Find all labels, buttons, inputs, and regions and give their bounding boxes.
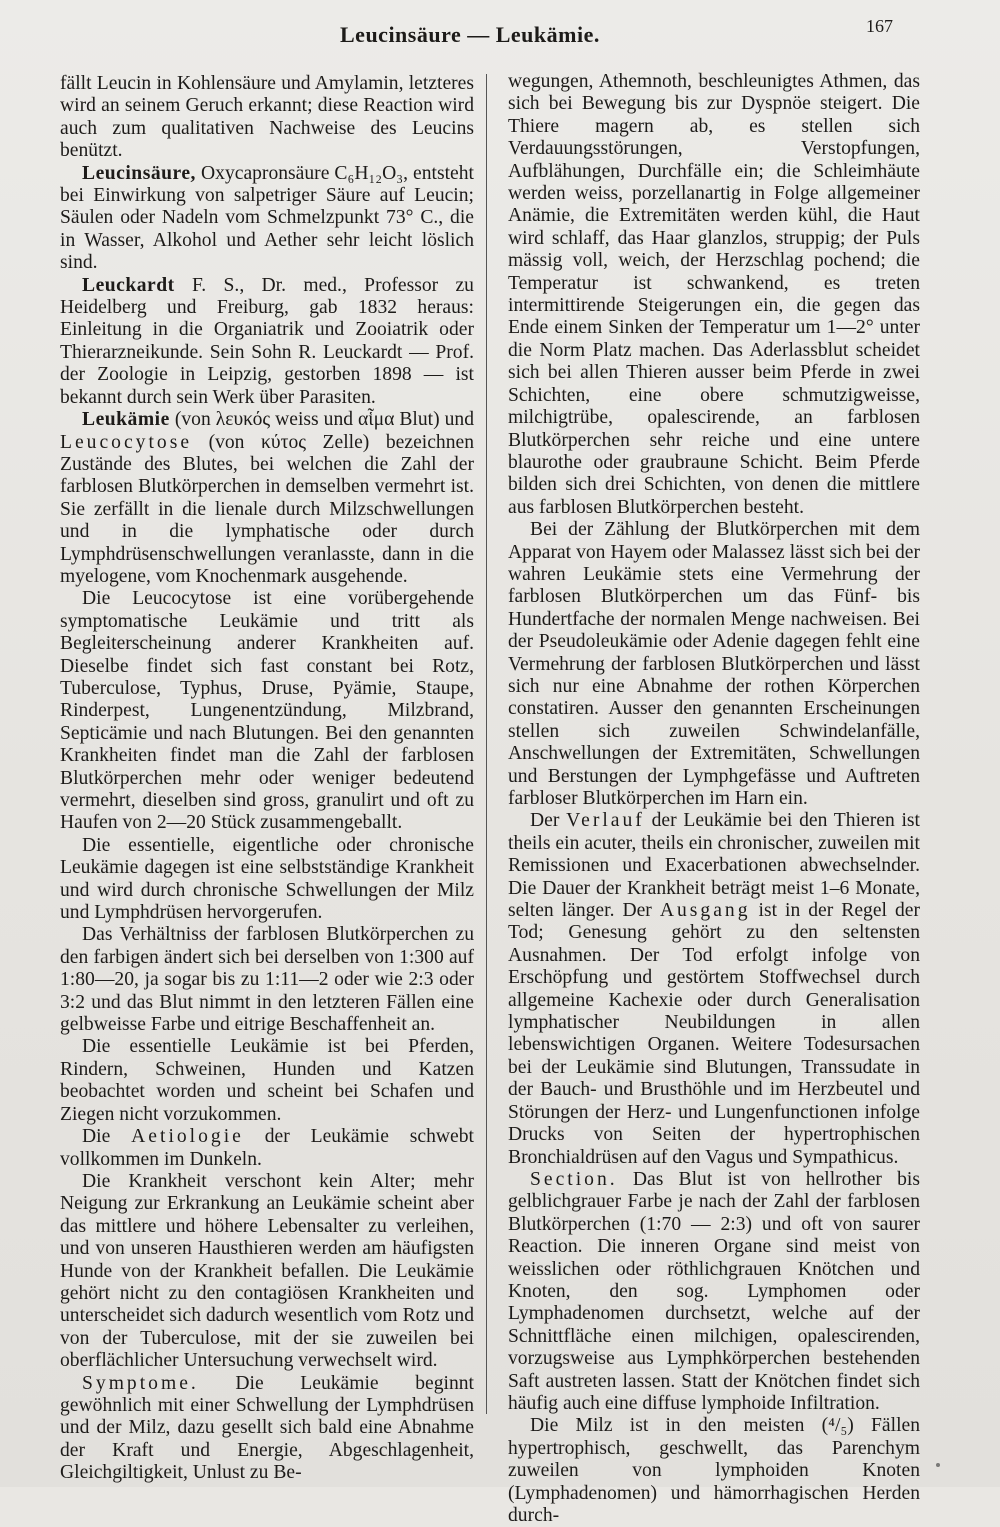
section-term: Aetiologie xyxy=(131,1126,244,1148)
paragraph: Bei der Zählung der Blutkörperchen mit dem Apparat von Hayem oder Malassez lässt sich bei der wahren Leukämie stets eine Vermehrung der farblosen Blutkörperchen um das Fünf- bis Hundertfache der normalen Menge nachweisen. Bei der Pseudoleukämie oder Adenie dagegen fehlt eine Vermehrung der farblosen Blutkörperchen und lässt sich nur eine Abnahme der rothen Körperchen constatiren. Ausser den genannten Erscheinungen stellen sich zuweilen Schwindelanfälle, Anschwellungen der Extremitäten, Schwellungen und Berstungen der Lymphgefässe und Auftreten farbloser Blutkörperchen im Harn ein. xyxy=(508,519,920,809)
entry-text: (von λευκός weiss und αἷμα Blut) und xyxy=(174,409,474,431)
section-term: Verlauf xyxy=(566,810,645,832)
entry-text: F. S., Dr. med., Professor zu Heidelberg und Freiburg, gab 1832 heraus: Einleitung in die Organiatrik und Zooiatrik oder Thierarzneikunde. Sein Sohn R. Leuckardt — Prof. der Zoologie in Leipzig, gestorben 1898 — ist bekannt durch sein Werk über Parasiten. xyxy=(60,274,474,408)
entry-term: Leuckardt xyxy=(82,274,175,296)
paragraph-verlauf xyxy=(508,810,920,1169)
paragraph: wegungen, Athemnoth, beschleunigtes Athmen, das sich bei Bewegung bis zur Dyspnöe steigert. Die Thiere magern ab, es stellen sich Verdauungsstörungen, Verstopfungen, Aufblähungen, Durchfälle ein; die Schleimhäute werden weiss, porzellanartig in Folge allgemeiner Anämie, die Extremitäten werden kühl, die Haut wird schlaff, das Haar glanzlos, struppig; der Puls mässig voll, weich, der Herzschlag pochend; die Temperatur ist schwankend, es treten intermittirende Steigerungen ein, die gegen das Ende einem Sinken der Temperatur um 1—2° unter die Norm Platz machen. Das Aderlassblut scheidet sich bei allen Thieren ausser beim Pferde in zwei Schichten, eine obere schmutzigweisse, milchigtrübe, opalescirende, an farblosen Blutkörperchen sehr reiche und eine untere blaurothe oder graubraune Schicht. Beim Pferde bilden sich drei Schichten, von denen die mittlere aus farblosen Blutkörperchen besteht. xyxy=(508,71,920,518)
entry-leucinsaeure xyxy=(60,163,474,275)
paragraph: Das Verhältniss der farblosen Blutkörperchen zu den farbigen ändert sich bei derselben von 1:300 auf 1:80—20, ja sogar bis zu 1:11—2 oder wie 2:3 oder 3:2 und das Blut nimmt in den letzteren Fällen eine gelbweisse Farbe und eitrige Beschaffenheit an. xyxy=(60,924,474,1036)
paragraph-aetiologie xyxy=(60,1126,474,1171)
paragraph-symptome xyxy=(60,1373,474,1485)
entry-text: ist in der Regel der Tod; Genesung gehört zu den seltensten Ausnahmen. Der Tod erfolgt infolge von Erschöpfung und gestörtem Stoffwechsel durch allgemeine Kachexie oder durch Generalisation lymphatischer Neubildungen in allen lebenswichtigen Organen. Weitere Todesursachen bei der Leukämie sind Blutungen, Transsudate in der Bauch- und Brusthöhle und im Herzbeutel und Störungen der Herz- und Lungenfunctionen infolge Drucks von Seiten der hypertrophischen Bronchialdrüsen auf den Vagus und Sympathicus. xyxy=(508,900,920,1168)
entry-term: Leucinsäure, xyxy=(82,162,196,184)
entry-text: der Leukämie bei den Thieren ist theils ein acuter, theils ein chronischer, zuweilen mit Remissionen und Exacerbationen abwechselnder. Die Dauer der Krankheit beträgt meist 1–6 Monate, selten länger. Der xyxy=(508,810,920,922)
section-term: Ausgang xyxy=(659,900,751,922)
entry-leukaemie xyxy=(60,409,474,588)
paragraph: Die Leucocytose ist eine vorübergehende symptomatische Leukämie und tritt als Begleiterscheinung anderer Krankheiten auf. Dieselbe findet sich fast constant bei Rotz, Tuberculose, Typhus, Druse, Pyämie, Staupe, Rinderpest, Lungenentzündung, Milzbrand, Septicämie und nach Blutungen. Bei den genannten Krankheiten findet man die Zahl der farblosen Blutkörperchen mehr oder weniger bedeutend vermehrt, dieselben sind gross, granulirt und oft zu Haufen von 2—20 Stück zusammengeballt. xyxy=(60,588,474,834)
entry-text: der Leukämie schwebt vollkommen im Dunkeln. xyxy=(60,1126,474,1170)
running-head: Leucinsäure — Leukämie. xyxy=(340,22,600,47)
entry-text: Die xyxy=(82,1126,111,1148)
paragraph: Die Krankheit verschont kein Alter; mehr Neigung zur Erkrankung an Leukämie scheint aber das mittlere und höhere Lebensalter zu verleihen, und von unseren Hausthieren werden am häufigsten Hunde von der Krankheit befallen. Die Leukämie gehört nicht zu den contagiösen Krankheiten und unterscheidet sich dadurch wesentlich vom Rotz und von der Tuberculose, mit der sie zuweilen bei oberflächlicher Untersuchung verwechselt wird. xyxy=(60,1170,474,1372)
paragraph: Die essentielle Leukämie ist bei Pferden, Rindern, Schweinen, Hunden und Katzen beobachtet worden und scheint bei Schafen und Ziegen nicht vorzukommen. xyxy=(60,1036,474,1125)
entry-text: Die Leukämie beginnt gewöhnlich mit einer Schwellung der Lymphdrüsen und der Milz, dazu gesellt sich bald eine Abnahme der Kraft und Energie, Abgeschlagenheit, Gleichgiltigkeit, Unlust zu Be- xyxy=(60,1372,474,1484)
left-column xyxy=(60,73,474,1485)
print-speck xyxy=(936,1463,940,1467)
section-term: Symptome. xyxy=(82,1372,199,1394)
paragraph: Die essentielle, eigentliche oder chronische Leukämie dagegen ist eine selbstständige Krankheit und wird durch chronische Schwellungen der Milz und Lymphdrüsen hervorgerufen. xyxy=(60,834,474,924)
entry-text: Das Blut ist von hellrother bis gelblichgrauer Farbe je nach der Zahl der farblosen Blutkörperchen (1:70 — 2:3) und oft von saurer Reaction. Die inneren Organe sind meist von weisslichen oder röthlichgrauen Knötchen und Knoten, den sog. Lymphomen oder Lymphadenomen durchsetzt, welche auf der Schnittfläche einen milchigen, opalescirenden, vorzugsweise aus Lymphkörperchen bestehenden Saft austreten lassen. Statt der Knötchen findet sich häufig auch eine diffuse lymphoide Infiltration. xyxy=(508,1168,920,1414)
paragraph-section xyxy=(508,1169,920,1415)
right-column xyxy=(508,71,920,1527)
entry-text: Der xyxy=(530,810,560,832)
entry-leuckardt xyxy=(60,275,474,409)
entry-term: Leukämie xyxy=(82,409,170,431)
entry-term-spaced: Leucocytose xyxy=(60,431,193,453)
entry-text: (von κύτος Zelle) bezeichnen Zustände des Blutes, bei welchen die Zahl der farblosen Blutkörperchen in demselben vermehrt ist. Sie zerfällt in die lienale durch Milzschwellungen und in die lymphatische oder durch Lymphdrüsenschwellungen veranlasste, dann in die myelogene, vom Knochenmark ausgehende. xyxy=(60,431,474,587)
page-number: 167 xyxy=(866,16,893,36)
paragraph: fällt Leucin in Kohlensäure und Amylamin, letzteres wird an seinem Geruch erkannt; diese Reaction wird auch zum qualitativen Nachweise des Leucins benützt. xyxy=(60,73,474,162)
entry-text: Oxycapronsäure C₆H₁₂O₃, entsteht bei Einwirkung von salpetriger Säure auf Leucin; Säulen oder Nadeln vom Schmelzpunkt 73° C., die in Wasser, Alkohol und Aether sehr leicht löslich sind. xyxy=(60,162,474,274)
section-term: Section. xyxy=(530,1168,618,1190)
page-header xyxy=(0,16,1000,56)
paragraph: Die Milz ist in den meisten (⁴/₅) Fällen hypertrophisch, geschwellt, das Parenchym zuweilen von lymphoiden Knoten (Lymphadenomen) und hämorrhagischen Herden durch- xyxy=(508,1415,920,1526)
column-divider xyxy=(486,74,487,1414)
